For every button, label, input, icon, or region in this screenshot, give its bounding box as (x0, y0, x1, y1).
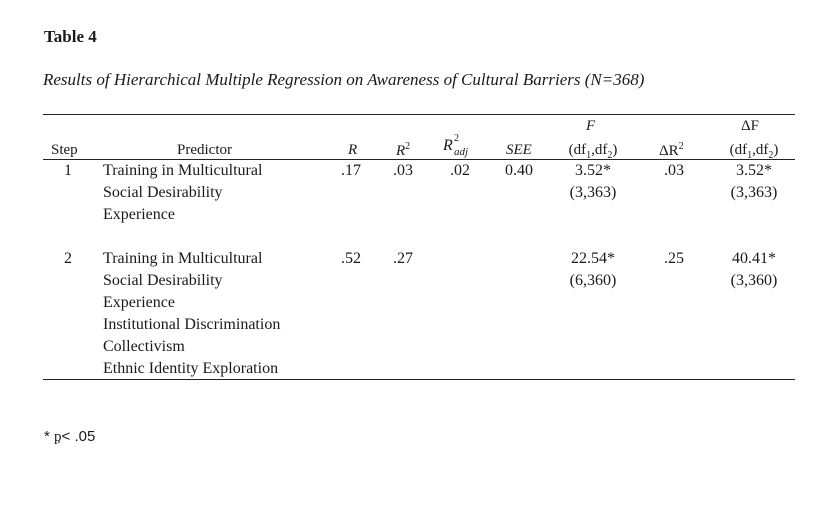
row1-delta-r2: .03 (664, 162, 684, 179)
row1-r: .17 (341, 162, 361, 179)
row2-delta-r2: .25 (664, 250, 684, 267)
row2-step: 2 (64, 250, 72, 267)
header-r2: $R^2$ (396, 141, 411, 159)
row2-predictor-6: Ethnic Identity Exploration (103, 360, 279, 377)
header-r: R (348, 142, 358, 158)
row2-f: 22.54* (571, 250, 615, 267)
row2-r2: .27 (393, 250, 413, 267)
header-delta-f: ΔF (741, 118, 759, 134)
header-predictor: Predictor (177, 142, 232, 158)
top-rule (43, 114, 795, 115)
row2-predictor-4: Institutional Discrimination (103, 316, 281, 333)
row2-predictor-3: Experience (103, 294, 175, 311)
row2-predictor-5: Collectivism (103, 338, 185, 355)
row2-predictor-1: Training in Multicultural (103, 250, 263, 267)
table-note: * p< .05 (44, 428, 96, 445)
row2-f-df: (6,360) (569, 272, 617, 289)
header-f-df: $(df_1,df_2)$ (568, 142, 618, 161)
row1-delta-f-df: (3,363) (730, 184, 778, 201)
header-f: F (586, 118, 596, 134)
row1-see: 0.40 (505, 162, 533, 179)
header-delta-r2: $\Delta R^2$ (659, 141, 684, 159)
row1-f: 3.52* (575, 162, 611, 179)
table-caption: Results of Hierarchical Multiple Regression on Awareness of Cultural Barriers (N=368) (43, 70, 645, 89)
row1-step: 1 (64, 162, 72, 179)
table-title: Table 4 (44, 27, 97, 46)
row2-r: .52 (341, 250, 361, 267)
row1-predictor-1: Training in Multicultural (103, 162, 263, 179)
header-r2-adj: R 2 adj (443, 133, 469, 158)
header-step: Step (51, 142, 78, 158)
header-delta-f-df: $(df_1,df_2)$ (729, 142, 779, 161)
row2-delta-f-df: (3,360) (730, 272, 778, 289)
p-value-symbol: p (54, 429, 62, 445)
row1-predictor-2: Social Desirability (103, 184, 223, 201)
row1-delta-f: 3.52* (736, 162, 772, 179)
row2-delta-f: 40.41* (732, 250, 776, 267)
row1-r2: .03 (393, 162, 413, 179)
header-see: SEE (506, 142, 532, 158)
bottom-rule (43, 379, 795, 380)
row1-f-df: (3,363) (569, 184, 617, 201)
row1-radj: .02 (450, 162, 470, 179)
row1-predictor-3: Experience (103, 206, 175, 223)
row2-predictor-2: Social Desirability (103, 272, 223, 289)
